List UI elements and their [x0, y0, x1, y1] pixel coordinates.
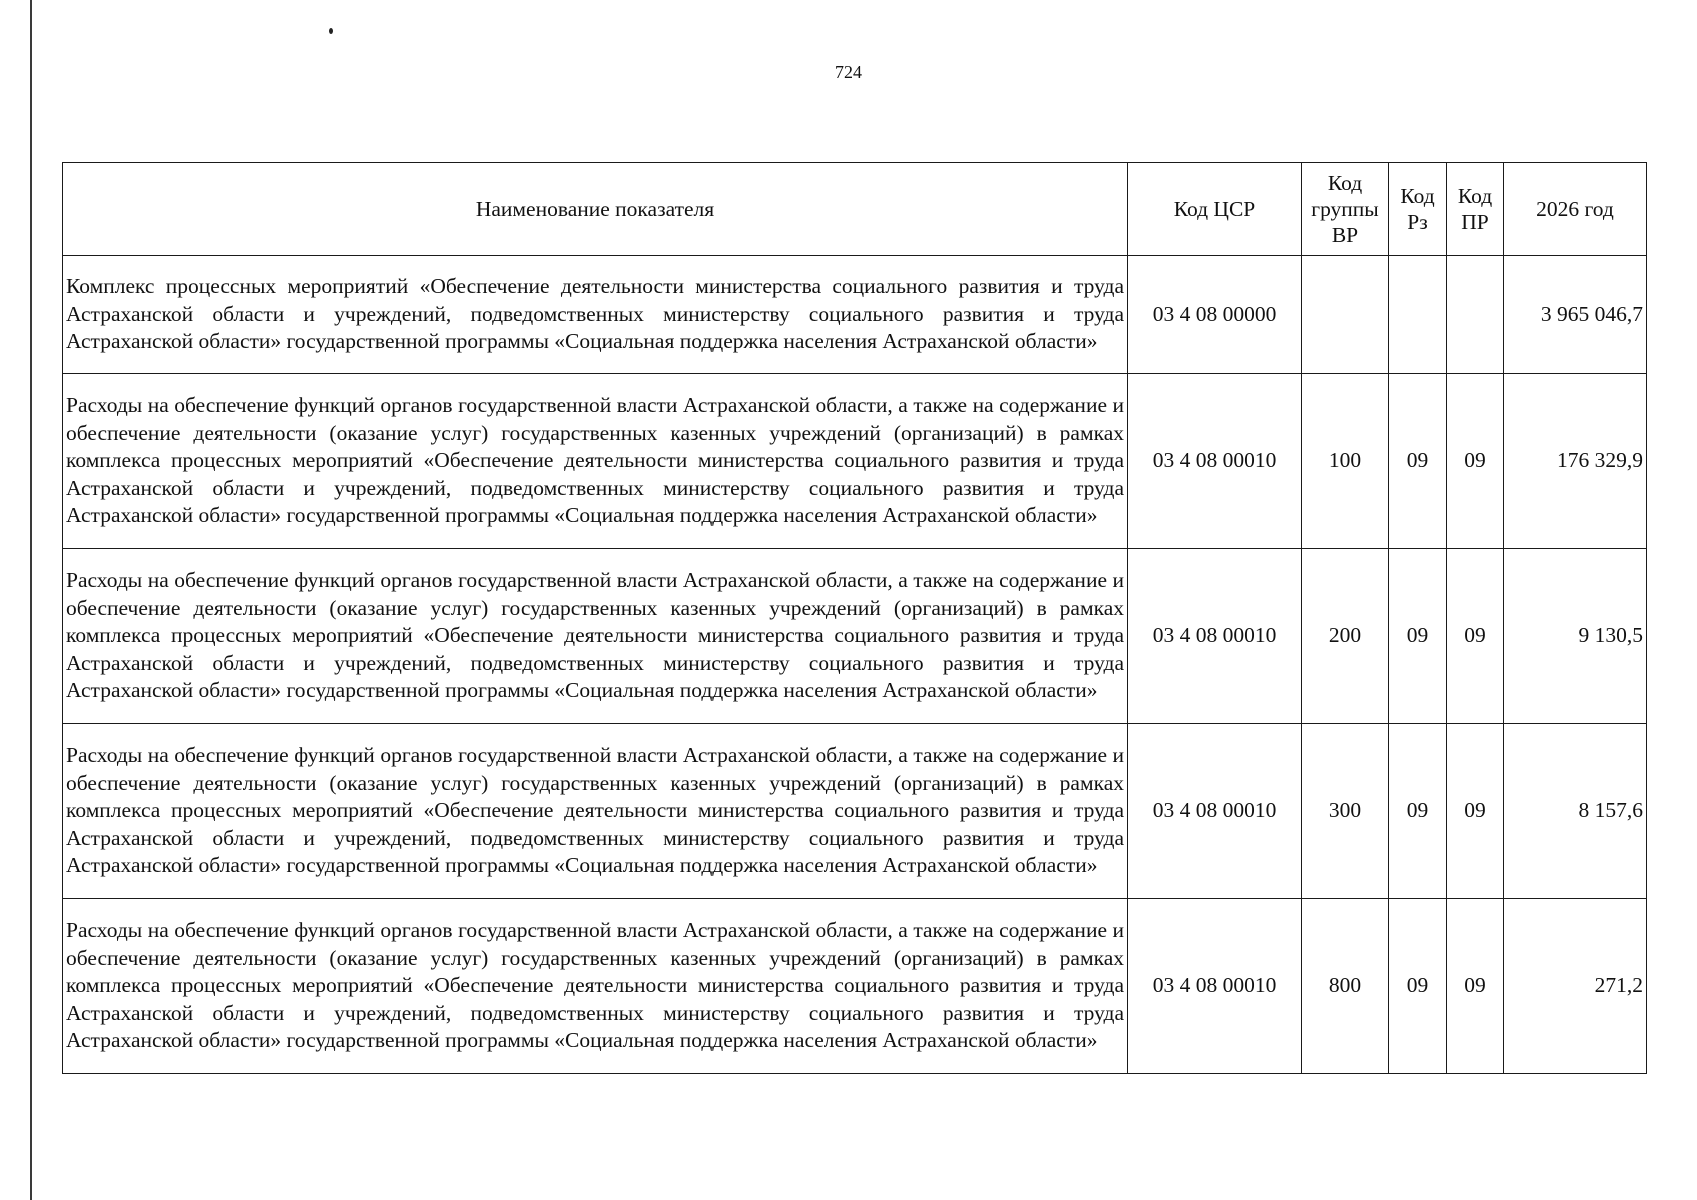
row-pr-code: 09: [1447, 899, 1504, 1074]
row-vr-code: 200: [1302, 549, 1389, 724]
binding-edge-line: [30, 0, 32, 1200]
row-rz-code: 09: [1389, 374, 1447, 549]
row-indicator-name: Расходы на обеспечение функций органов государственной власти Астраханской области, а также на содержание и обеспечение деятельности (оказание услуг) государственных казенных учреждений (организаций) в рамках комплекса процессных мероприятий «Обеспечение деятельности министерства социального развития и труда Астраханской области и учреждений, подведомственных министерству социального развития и труда Астраханской области» государственной программы «Социальная поддержка населения Астраханской области»: [63, 899, 1128, 1074]
row-csr-code: 03 4 08 00000: [1128, 256, 1302, 374]
header-pr-code: Код ПР: [1447, 163, 1504, 256]
row-amount: 176 329,9: [1504, 374, 1647, 549]
row-vr-code: 800: [1302, 899, 1389, 1074]
row-amount: 9 130,5: [1504, 549, 1647, 724]
row-csr-code: 03 4 08 00010: [1128, 899, 1302, 1074]
table-row: [63, 899, 1647, 1074]
header-vr-code: Код группы ВР: [1302, 163, 1389, 256]
table-header-row: [63, 163, 1647, 256]
row-indicator-name: Расходы на обеспечение функций органов государственной власти Астраханской области, а также на содержание и обеспечение деятельности (оказание услуг) государственных казенных учреждений (организаций) в рамках комплекса процессных мероприятий «Обеспечение деятельности министерства социального развития и труда Астраханской области и учреждений, подведомственных министерству социального развития и труда Астраханской области» государственной программы «Социальная поддержка населения Астраханской области»: [63, 549, 1128, 724]
row-rz-code: 09: [1389, 724, 1447, 899]
row-amount: 3 965 046,7: [1504, 256, 1647, 374]
table-row: [63, 256, 1647, 374]
table-row: [63, 374, 1647, 549]
page-number: 724: [835, 62, 862, 82]
row-pr-code: 09: [1447, 724, 1504, 899]
row-pr-code: 09: [1447, 549, 1504, 724]
row-rz-code: 09: [1389, 549, 1447, 724]
row-amount: 271,2: [1504, 899, 1647, 1074]
header-csr-code: Код ЦСР: [1128, 163, 1302, 256]
row-amount: 8 157,6: [1504, 724, 1647, 899]
row-indicator-name: Расходы на обеспечение функций органов государственной власти Астраханской области, а также на содержание и обеспечение деятельности (оказание услуг) государственных казенных учреждений (организаций) в рамках комплекса процессных мероприятий «Обеспечение деятельности министерства социального развития и труда Астраханской области и учреждений, подведомственных министерству социального развития и труда Астраханской области» государственной программы «Социальная поддержка населения Астраханской области»: [63, 374, 1128, 549]
header-year: 2026 год: [1504, 163, 1647, 256]
row-indicator-name: Комплекс процессных мероприятий «Обеспечение деятельности министерства социального развития и труда Астраханской области и учреждений, подведомственных министерству социального развития и труда Астраханской области» государственной программы «Социальная поддержка населения Астраханской области»: [63, 256, 1128, 374]
table-row: [63, 549, 1647, 724]
row-rz-code: 09: [1389, 899, 1447, 1074]
table-row: [63, 724, 1647, 899]
header-indicator-name: Наименование показателя: [63, 163, 1128, 256]
row-csr-code: 03 4 08 00010: [1128, 549, 1302, 724]
row-vr-code: 300: [1302, 724, 1389, 899]
row-indicator-name: Расходы на обеспечение функций органов государственной власти Астраханской области, а также на содержание и обеспечение деятельности (оказание услуг) государственных казенных учреждений (организаций) в рамках комплекса процессных мероприятий «Обеспечение деятельности министерства социального развития и труда Астраханской области и учреждений, подведомственных министерству социального развития и труда Астраханской области» государственной программы «Социальная поддержка населения Астраханской области»: [63, 724, 1128, 899]
row-csr-code: 03 4 08 00010: [1128, 374, 1302, 549]
budget-table: [62, 162, 1647, 1074]
row-pr-code: 09: [1447, 374, 1504, 549]
header-rz-code: Код Рз: [1389, 163, 1447, 256]
scan-speck: [329, 28, 333, 34]
row-pr-code: [1447, 256, 1504, 374]
row-rz-code: [1389, 256, 1447, 374]
row-vr-code: [1302, 256, 1389, 374]
row-vr-code: 100: [1302, 374, 1389, 549]
row-csr-code: 03 4 08 00010: [1128, 724, 1302, 899]
